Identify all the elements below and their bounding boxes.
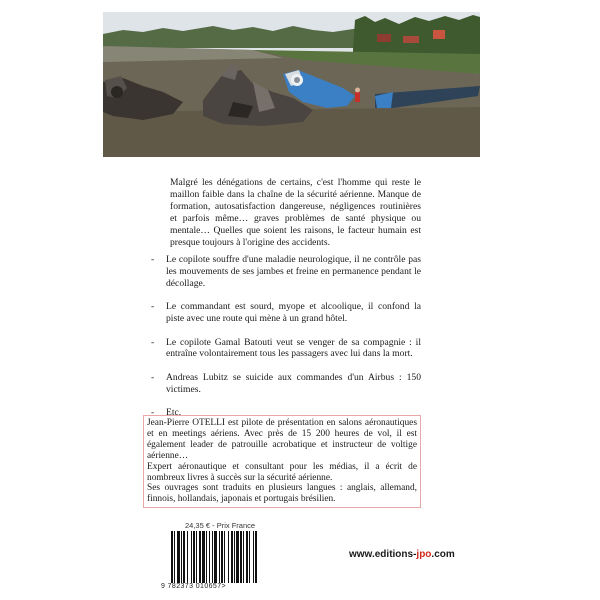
barcode-bar: [191, 531, 192, 583]
isbn-digits: 9 782373 010657: [161, 583, 222, 590]
list-dash: -: [151, 371, 155, 383]
barcode-bar: [177, 531, 180, 583]
barcode-bar: [214, 531, 217, 583]
barcode-icon: [169, 531, 265, 583]
barcode-bar: [199, 531, 201, 583]
barcode-bar: [174, 531, 175, 583]
list-dash: -: [151, 254, 155, 265]
list-item-text: Le copilote souffre d'une maladie neurologique, il ne contrôle pas les mouvements de ses jambes et freine en permanence pendant le décollage.: [166, 254, 421, 289]
list-dash: -: [151, 336, 155, 348]
barcode-bar: [243, 531, 244, 583]
barcode-bar: [240, 531, 242, 583]
barcode-bar: [246, 531, 248, 583]
list-item: [151, 337, 421, 361]
barcode-bar: [253, 531, 254, 583]
barcode-bar: [193, 531, 195, 583]
author-bio-paragraph: Jean-Pierre OTELLI est pilote de présentation en salons aéronautiques et en meetings aériens. Avec près de 15 200 heures de vol, il est également leader de patrouille acrobatique et instructeur de voltige aérienne…: [147, 418, 417, 461]
website-prefix: www.editions-: [349, 549, 417, 560]
list-item: [151, 372, 421, 396]
barcode-bar: [196, 531, 197, 583]
list-item-text: Andreas Lubitz se suicide aux commandes d'un Airbus : 150 victimes.: [166, 371, 421, 395]
barcode-bar: [255, 531, 257, 583]
barcode-bar: [221, 531, 223, 583]
barcode-bar: [236, 531, 239, 583]
barcode-bar: [249, 531, 250, 583]
barcode-bar: [187, 531, 188, 583]
list-item-text: Le copilote Gamal Batouti veut se venger de sa compagnie : il entraîne volontairement tous les passagers avec lui dans la mort.: [166, 336, 421, 360]
author-bio-paragraph: Expert aéronautique et consultant pour les médias, il a écrit de nombreux livres à succès sur la sécurité aérienne.: [147, 461, 417, 483]
barcode-bar: [183, 531, 185, 583]
barcode-bar: [212, 531, 213, 583]
list-dash: -: [151, 407, 155, 419]
barcode-bar: [206, 531, 207, 583]
publisher-website[interactable]: [349, 549, 455, 560]
barcode-bar: [202, 531, 205, 583]
author-bio-box: [143, 415, 421, 508]
intro-paragraph: Malgré les dénégations de certains, c'est l'homme qui reste le maillon faible dans la chaîne de la sécurité aérienne. Manque de formation, autosatisfaction dangereuse, négligences routinières et parfois même… graves problèmes de santé physique ou mentale… Quelles que soient les raisons, le facteur humain est presque toujours à l'origine des accidents.: [170, 177, 421, 248]
list-item-text: Etc.: [166, 407, 182, 419]
plane-crash-photo: [103, 12, 480, 157]
price-label: 24,35 € - Prix France: [185, 521, 256, 530]
barcode-bar: [224, 531, 225, 583]
list-item: [151, 254, 421, 290]
website-suffix: .com: [431, 549, 455, 560]
barcode-bar: [231, 531, 233, 583]
barcode-bar: [171, 531, 173, 583]
list-dash: -: [151, 301, 155, 313]
website-accent: jpo: [416, 549, 432, 560]
barcode-bar: [219, 531, 220, 583]
isbn-marker: >: [221, 583, 226, 590]
barcode-bar: [181, 531, 182, 583]
isbn-number: [161, 583, 226, 590]
list-item-text: Le commandant est sourd, myope et alcoolique, il confond la piste avec une route qui mène à un grand hôtel.: [166, 301, 421, 325]
barcode-bar: [234, 531, 235, 583]
barcode-bar: [228, 531, 229, 583]
cover-photo: [103, 12, 480, 157]
accident-examples-list: [151, 254, 421, 431]
list-item: [151, 301, 421, 325]
author-bio-paragraph: Ses ouvrages sont traduits en plusieurs langues : anglais, allemand, finnois, hollandais, japonais et portugais brésilien.: [147, 483, 417, 505]
barcode-bar: [209, 531, 210, 583]
